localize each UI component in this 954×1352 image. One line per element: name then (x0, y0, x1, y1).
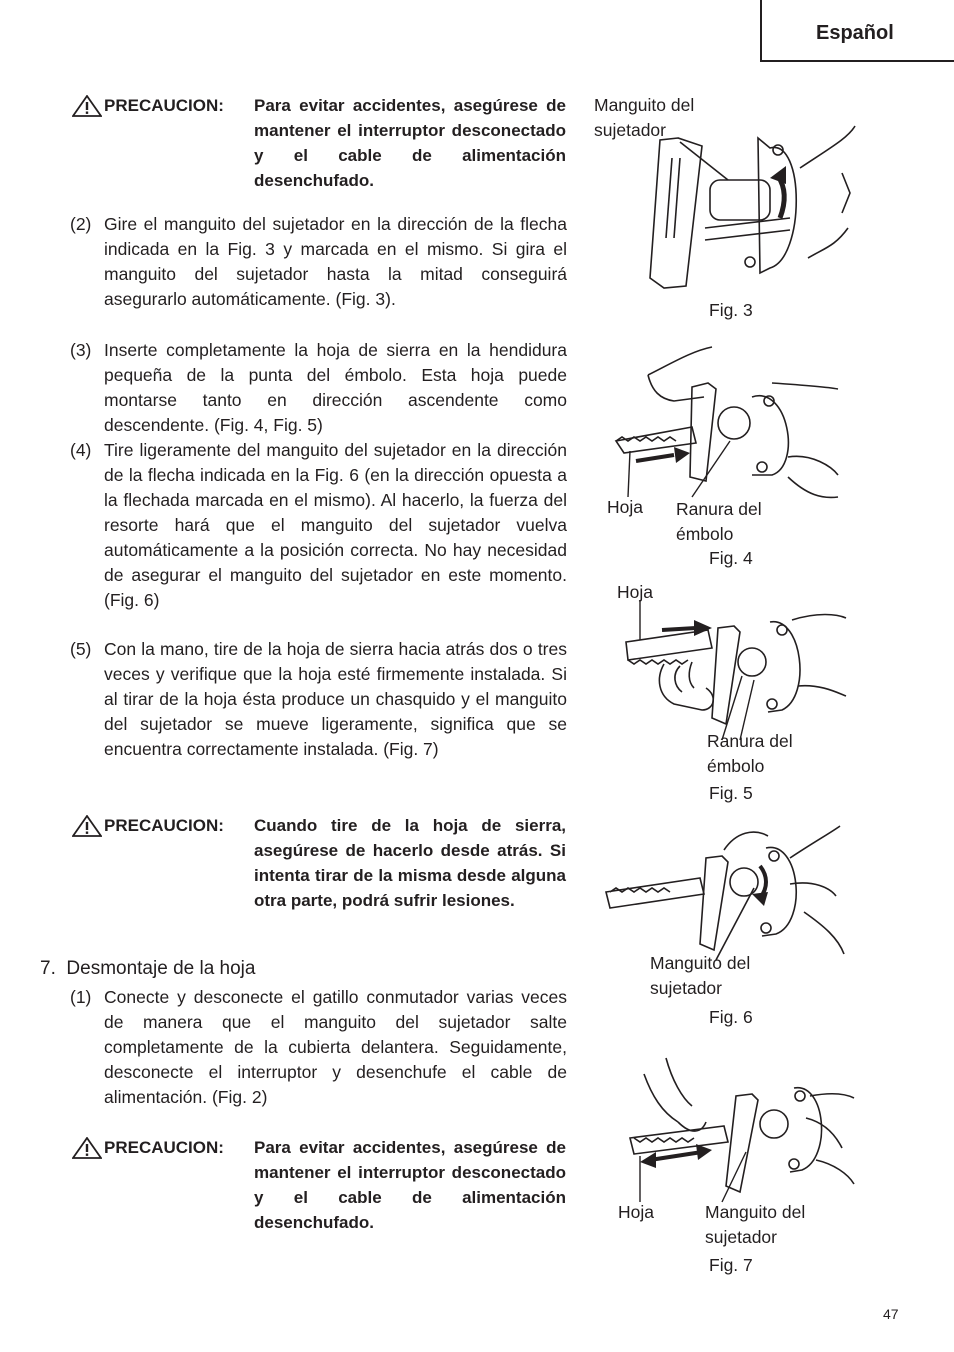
step-text: Inserte completamente la hoja de sierra en la hendidura pequeña de la punta del émbolo. Esta hoja puede montarse tanto en dirección ascendente como descendente. (Fig. 4, Fig. 5) (104, 340, 567, 435)
step-number: (1) (70, 987, 92, 1007)
list-item (70, 438, 570, 638)
fig7-label-line2: sujetador (705, 1227, 777, 1247)
list-item (70, 212, 570, 337)
fig5-groove-label (707, 729, 793, 779)
caution-label: PRECAUCION: (104, 96, 224, 115)
fig7-illustration (626, 1052, 856, 1202)
step-number: (5) (70, 639, 92, 659)
fig6-illustration (604, 822, 850, 960)
caution-label: PRECAUCION: (104, 1138, 224, 1157)
fig3-label-line2: sujetador (594, 120, 666, 140)
step-number: (4) (70, 440, 92, 460)
fig6-label-line1: Manguito del (650, 953, 751, 973)
fig4-groove-line2: émbolo (676, 524, 734, 544)
caution-text: Cuando tire de la hoja de sierra, asegúrese de hacerlo desde atrás. Si intenta tirar de la misma desde alguna otra parte, podrá sufrir lesiones. (254, 816, 566, 910)
fig4-groove-label (676, 497, 762, 547)
fig6-label-line2: sujetador (650, 978, 722, 998)
fig3-label-line1: Manguito del (594, 95, 695, 115)
step-number: (2) (70, 214, 92, 234)
step-text: Con la mano, tire de la hoja de sierra hacia atrás dos o tres veces y verifique que la hoja esté firmemente instalada. Si al tirar de la hoja ésta produce un chasquido y el manguito del sujetador se mueve ligeramente, significa que se encuentra correctamente instalada. (Fig. 7) (104, 639, 567, 759)
caution-label: PRECAUCION: (104, 816, 224, 835)
warning-icon (72, 95, 102, 117)
section-heading: 7. Desmontaje de la hoja (40, 958, 256, 979)
caution-block-2 (72, 813, 572, 938)
fig7-label (705, 1200, 805, 1250)
fig4-caption: Fig. 4 (709, 548, 753, 568)
list-item (70, 637, 570, 787)
fig7-blade-label: Hoja (618, 1202, 654, 1222)
fig5-groove-line1: Ranura del (707, 731, 793, 751)
page-number: 47 (883, 1306, 899, 1322)
fig6-label (650, 951, 750, 1001)
fig5-caption: Fig. 5 (709, 783, 753, 803)
list-item (70, 338, 570, 438)
fig4-groove-line1: Ranura del (676, 499, 762, 519)
fig3-illustration (620, 118, 860, 298)
caution-block-1 (72, 93, 572, 193)
step-number: (3) (70, 340, 92, 360)
fig7-caption: Fig. 7 (709, 1255, 753, 1275)
step-text: Conecte y desconecte el gatillo conmutador varias veces de manera que el manguito del sujetador salte completamente de la cubierta delantera. Seguidamente, desconecte el interruptor y desenchufe el cable de alimentación. (Fig. 2) (104, 987, 567, 1107)
fig4-illustration (612, 345, 842, 505)
step-text: Tire ligeramente del manguito del sujetador en la dirección de la flecha indicada en la Fig. 6 (en la dirección opuesta a la flechada marcada en el mismo). Al hacerlo, la fuerza del resorte hará que el manguito del sujetador vuelva automáticamente a la posición correcta. No hay necesidad de asegurar el manguito del sujetador en este momento. (Fig. 6) (104, 440, 567, 610)
warning-icon (72, 815, 102, 837)
caution-text: Para evitar accidentes, asegúrese de mantener el interruptor desconectado y el cable de alimentación desenchufado. (254, 96, 566, 190)
fig6-caption: Fig. 6 (709, 1007, 753, 1027)
language-label: Español (816, 22, 894, 44)
fig3-caption: Fig. 3 (709, 300, 753, 320)
fig5-groove-line2: émbolo (707, 756, 765, 776)
caution-block-3 (72, 1135, 572, 1235)
fig5-illustration (622, 600, 850, 740)
step-text: Gire el manguito del sujetador en la dirección de la flecha indicada en la Fig. 3 y marcada en el mismo. Si gira el manguito del sujetador hasta la mitad conseguirá asegurarlo automáticamente. (Fig. 3). (104, 214, 567, 309)
fig5-blade-label: Hoja (617, 582, 653, 602)
fig7-label-line1: Manguito del (705, 1202, 806, 1222)
warning-icon (72, 1137, 102, 1159)
fig4-blade-label: Hoja (607, 497, 643, 517)
caution-text: Para evitar accidentes, asegúrese de mantener el interruptor desconectado y el cable de alimentación desenchufado. (254, 1138, 566, 1232)
language-tab (760, 0, 954, 62)
list-item (70, 985, 570, 1110)
